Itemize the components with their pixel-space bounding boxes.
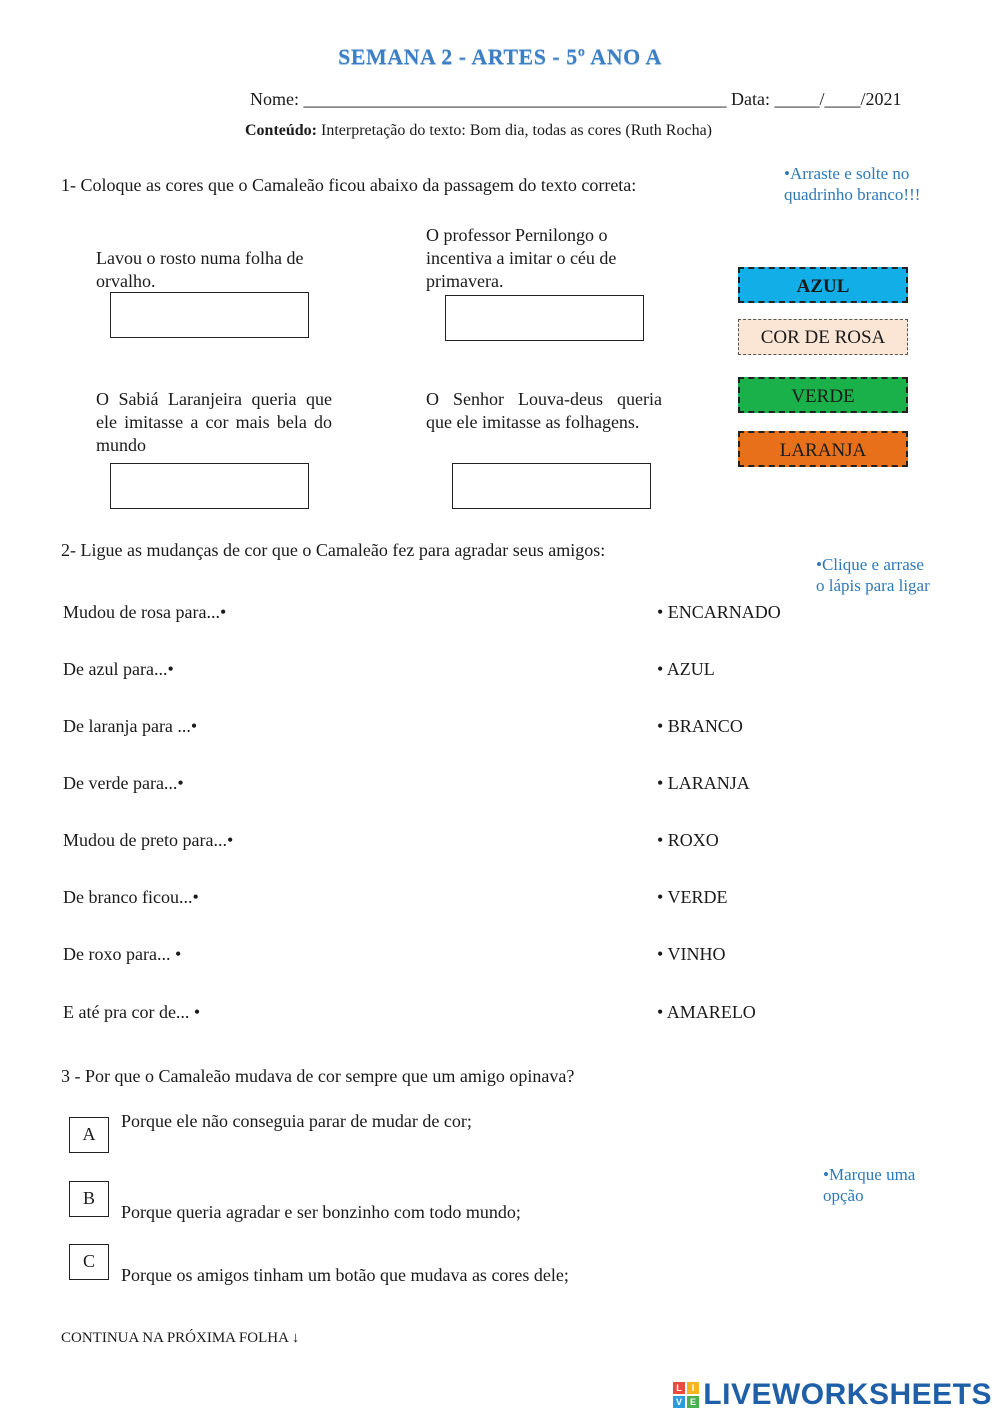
question-2: 2- Ligue as mudanças de cor que o Camaleão fez para agradar seus amigos: [61,540,606,560]
match-right-item[interactable]: • VERDE [657,887,728,907]
option-a-box[interactable]: A [69,1117,109,1153]
match-left-item[interactable]: Mudou de preto para...• [63,830,234,850]
passage-3: O Sabiá Laranjeira queria que ele imitasse a cor mais bela do mundo [96,389,332,455]
drop-box-1[interactable] [110,292,309,338]
passage-4: O Senhor Louva-deus queria que ele imitasse as folhagens. [426,389,662,432]
logo-icon-letter: V [673,1396,685,1408]
logo-icon-letter: I [687,1382,699,1394]
option-b-box[interactable]: B [69,1181,109,1217]
match-left-item[interactable]: De azul para...• [63,659,174,679]
content-label: Conteúdo: [245,122,318,139]
match-left-item[interactable]: De laranja para ...• [63,716,198,736]
question-1: 1- Coloque as cores que o Camaleão ficou abaixo da passagem do texto correta: [61,175,637,195]
drop-box-4[interactable] [452,463,651,509]
option-b-text: Porque queria agradar e ser bonzinho com todo mundo; [121,1202,521,1222]
content-text: Interpretação do texto: Bom dia, todas as cores (Ruth Rocha) [317,122,713,139]
liveworksheets-logo [673,1378,992,1412]
match-right-item[interactable]: • AMARELO [657,1002,756,1022]
option-c-box[interactable]: C [69,1244,109,1280]
liveworksheets-logo-icon [673,1382,699,1408]
worksheet-title: SEMANA 2 - ARTES - 5º ANO A [338,44,662,69]
match-left-item[interactable]: Mudou de rosa para...• [63,602,227,622]
chip-cor-de-rosa[interactable]: COR DE ROSA [738,319,908,355]
match-left-item[interactable]: De roxo para... • [63,944,182,964]
question-3: 3 - Por que o Camaleão mudava de cor sempre que um amigo opinava? [61,1066,575,1086]
match-right-item[interactable]: • LARANJA [657,773,750,793]
chip-verde[interactable]: VERDE [738,377,908,413]
option-c-text: Porque os amigos tinham um botão que mudava as cores dele; [121,1265,569,1285]
chip-laranja[interactable]: LARANJA [738,431,908,467]
match-left-item[interactable]: De branco ficou...• [63,887,199,907]
brand-name: LIVEWORKSHEETS [703,1378,992,1411]
match-right-item[interactable]: • AZUL [657,659,715,679]
passage-2: O professor Pernilongo o incentiva a imitar o céu de primavera. [426,225,617,291]
logo-icon-letter: L [673,1382,685,1394]
match-left-item[interactable]: De verde para...• [63,773,184,793]
option-a-text: Porque ele não conseguia parar de mudar de cor; [121,1111,472,1131]
match-right-item[interactable]: • BRANCO [657,716,743,736]
match-right-item[interactable]: • ENCARNADO [657,602,781,622]
match-right-item[interactable]: • ROXO [657,830,719,850]
hint-mark-option: •Marque uma opção [823,1165,916,1205]
hint-drag-drop: •Arraste e solte no quadrinho branco!!! [784,164,921,204]
drop-box-2[interactable] [445,295,644,341]
continue-note: CONTINUA NA PRÓXIMA FOLHA ↓ [61,1330,300,1346]
name-date-line: Nome: _______________________________________________ Data: _____/____/2021 [250,89,902,109]
chip-azul[interactable]: AZUL [738,267,908,303]
hint-connect: •Clique e arrase o lápis para ligar [816,555,930,595]
drop-box-3[interactable] [110,463,309,509]
match-left-item[interactable]: E até pra cor de... • [63,1002,201,1022]
match-right-item[interactable]: • VINHO [657,944,726,964]
content-line [245,122,712,140]
logo-icon-letter: E [687,1396,699,1408]
passage-1: Lavou o rosto numa folha de orvalho. [96,248,304,291]
